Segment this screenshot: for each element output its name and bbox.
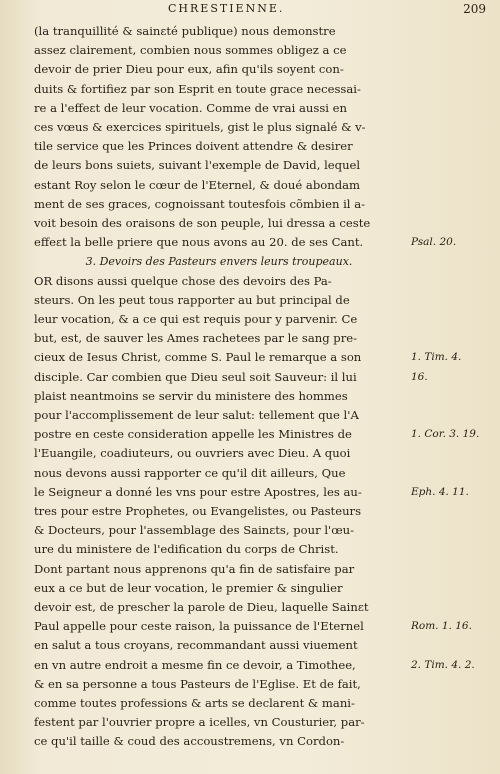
- text-line: tile service que les Princes doivent attendre & desirer: [34, 139, 353, 154]
- text-line: comme toutes professions & arts se declarent & mani-: [34, 696, 355, 710]
- text-line: ure du ministere de l'edification du corps de Christ.: [34, 542, 339, 557]
- text-line: tres pour estre Prophetes, ou Evangelistes, ou Pasteurs: [34, 504, 362, 518]
- text-line: festent par l'ouvrier propre a icelles, vn Cousturier, par-: [34, 715, 365, 730]
- text-line: disciple. Car combien que Dieu seul soit Sauveur: il lui: [34, 369, 357, 384]
- running-head: [168, 2, 486, 16]
- text-line: plaist neantmoins se servir du ministere des hommes: [34, 388, 348, 403]
- margin-note: 1. Tim. 4.: [411, 351, 462, 364]
- text-line: but, est, de sauver les Ames rachetees par le sang pre-: [34, 331, 358, 346]
- text-line: effeɛt la belle priere que nous avons au 20. de ses Cant.: [34, 235, 364, 250]
- text-line: en salut a tous croyans, recommandant aussi viuement: [34, 638, 358, 653]
- margin-note: 16.: [411, 370, 428, 383]
- margin-note: 1. Cor. 3. 19.: [411, 428, 480, 441]
- text-line: steurs. On les peut tous rapporter au but principal de: [34, 292, 350, 307]
- margin-note: 2. Tim. 4. 2.: [411, 658, 475, 671]
- text-line: voit besoin des oraisons de son peuple, lui dressa a ceste: [34, 216, 371, 230]
- text-line: pour l'accomplissement de leur salut: tellement que l'A: [34, 408, 359, 422]
- text-line: duits & fortifiez par son Esprit en toute grace necessai-: [34, 81, 361, 96]
- text-line: estant Roy selon le cœur de l'Eternel, & doué abondam: [34, 177, 361, 192]
- text-line: re a l'effeɛt de leur vocation. Comme de vrai aussi en: [34, 100, 347, 115]
- text-line: devoir est, de prescher la parole de Dieu, laquelle Sainɛt: [34, 600, 369, 614]
- text-line: ces vœus & exercices spirituels, gist le plus signalé & v-: [34, 120, 366, 134]
- text-line: postre en ceste consideration appelle les Ministres de: [34, 427, 352, 442]
- text-line: leur vocation, & a ce qui est requis pour y parvenir. Ce: [34, 312, 358, 326]
- text-line: l'Euangile, coadiuteurs, ou ouvriers avec Dieu. A quoi: [34, 446, 351, 461]
- text-line: & Docteurs, pour l'assemblage des Sainɛts, pour l'œu-: [34, 523, 355, 538]
- section-heading: 3. Devoirs des Pasteurs envers leurs troupeaux.: [85, 255, 353, 269]
- text-line: ment de ses graces, cognoissant toutesfois cõmbien il a-: [34, 196, 366, 211]
- text-line: cieux de Iesus Christ, comme S. Paul le remarque a son: [34, 350, 362, 365]
- text-line: de leurs bons suiets, suivant l'exemple de David, lequel: [34, 158, 361, 173]
- running-head-title: CHRESTIENNE.: [168, 2, 285, 15]
- text-line: nous devons aussi rapporter ce qu'il dit ailleurs, Que: [34, 465, 346, 480]
- text-line: (la tranquillité & sainɛté publique) nous demonstre: [34, 24, 336, 38]
- text-line: le Seigneur a donné les vns pour estre Apostres, les au-: [34, 484, 362, 499]
- text-line: eux a ce but de leur vocation, le premier & singulier: [34, 580, 343, 595]
- text-line: en vn autre endroit a mesme fin ce devoir, a Timothee,: [34, 657, 356, 672]
- page-number: 209: [463, 2, 486, 16]
- text-line: devoir de prier Dieu pour eux, afin qu'ils soyent con-: [34, 62, 344, 77]
- text-line: & en sa personne a tous Pasteurs de l'Eglise. Et de fait,: [34, 676, 361, 691]
- margin-note: Rom. 1. 16.: [411, 620, 472, 633]
- text-line: Dont partant nous apprenons qu'a fin de satisfaire par: [34, 561, 355, 576]
- margin-note: Psal. 20.: [411, 236, 457, 249]
- margin-note: Eph. 4. 11.: [411, 485, 469, 498]
- text-line: OR disons aussi quelque chose des devoirs des Pa-: [34, 273, 332, 288]
- text-line: Paul appelle pour ceste raison, la puissance de l'Eternel: [34, 619, 364, 634]
- text-line: ce qu'il taille & coud des accoustremens, vn Cordon-: [34, 734, 345, 749]
- text-line: assez clairement, combien nous sommes obligez a ce: [34, 43, 347, 58]
